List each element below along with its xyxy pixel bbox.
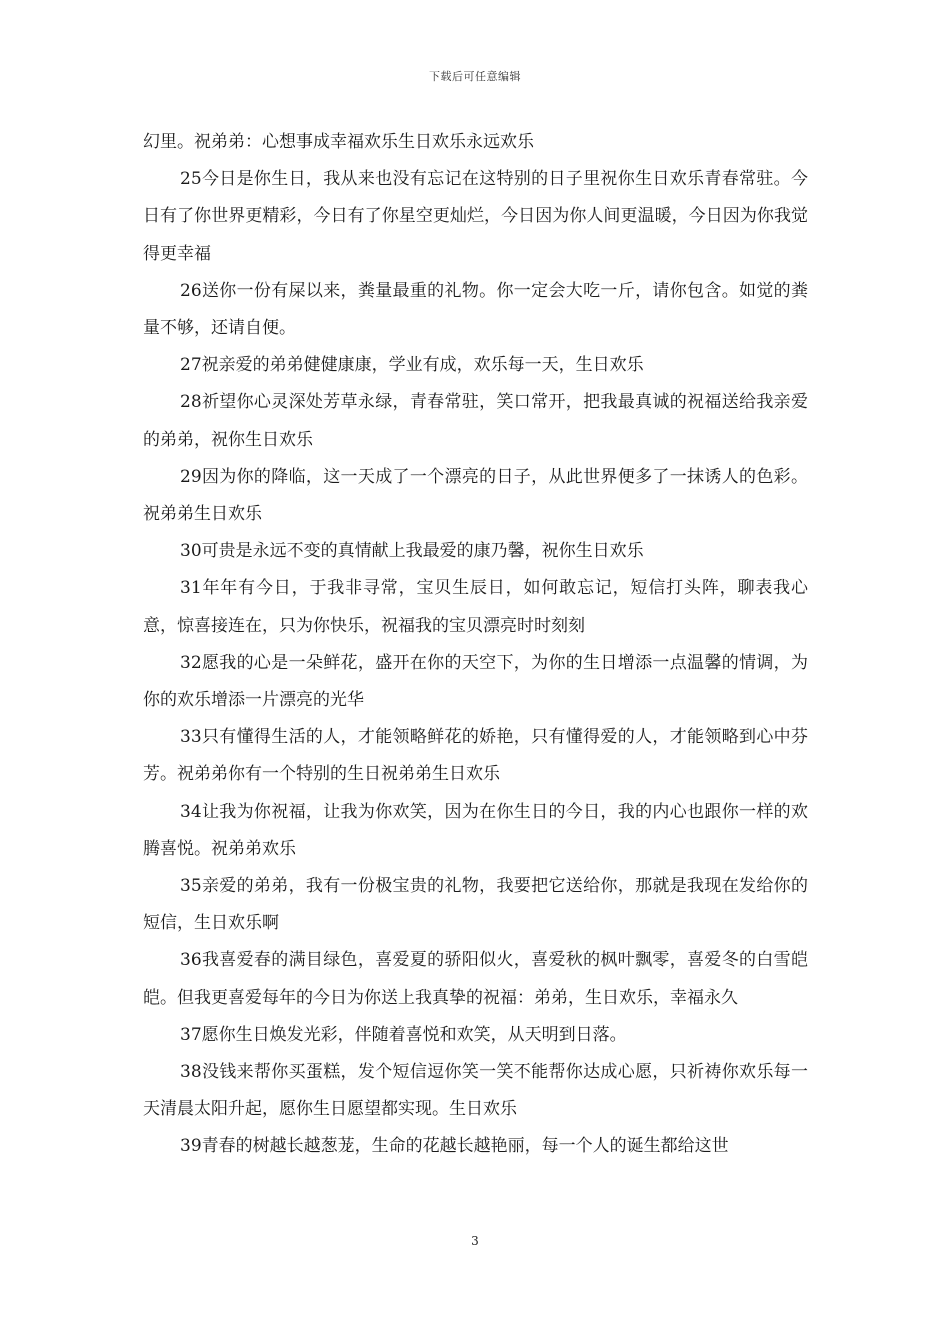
paragraph: 39青春的树越长越葱茏，生命的花越长越艳丽，每一个人的诞生都给这世: [180, 1136, 729, 1157]
paragraph: 38没钱来帮你买蛋糕，发个短信逗你笑一笑不能帮你达成心愿，只祈祷你欢乐每一天清晨太阳升起，愿你生日愿望都实现。生日欢乐: [143, 1062, 808, 1120]
paragraph: 31年年有今日，于我非寻常，宝贝生辰日，如何敢忘记，短信打头阵，聊表我心意，惊喜接连在，只为你快乐，祝福我的宝贝漂亮时时刻刻: [143, 578, 808, 636]
paragraph: 幻里。祝弟弟：心想事成幸福欢乐生日欢乐永远欢乐: [143, 132, 534, 152]
paragraph: 28祈望你心灵深处芳草永绿，青春常驻，笑口常开，把我最真诚的祝福送给我亲爱的弟弟，祝你生日欢乐: [143, 392, 808, 450]
document-body: [143, 124, 808, 1166]
paragraph: 33只有懂得生活的人，才能领略鲜花的娇艳，只有懂得爱的人，才能领略到心中芬芳。祝弟弟你有一个特别的生日祝弟弟生日欢乐: [143, 727, 808, 785]
page-number: 3: [471, 1234, 479, 1248]
paragraph: 26送你一份有屎以来，粪量最重的礼物。你一定会大吃一斤，请你包含。如觉的粪量不够，还请自便。: [143, 280, 808, 339]
page-header: 下载后可任意编辑: [429, 70, 521, 83]
paragraph: 34让我为你祝福，让我为你欢笑，因为在你生日的今日，我的内心也跟你一样的欢腾喜悦。祝弟弟欢乐: [143, 801, 808, 859]
paragraph: 25今日是你生日，我从来也没有忘记在这特别的日子里祝你生日欢乐青春常驻。今日有了你世界更精彩，今日有了你星空更灿烂，今日因为你人间更温暖，今日因为你我觉得更幸福: [143, 169, 808, 264]
paragraph: 37愿你生日焕发光彩，伴随着喜悦和欢笑，从天明到日落。: [180, 1024, 627, 1045]
paragraph: 29因为你的降临，这一天成了一个漂亮的日子，从此世界便多了一抹诱人的色彩。祝弟弟生日欢乐: [143, 466, 808, 525]
paragraph: 30可贵是永远不变的真情献上我最爱的康乃馨，祝你生日欢乐: [180, 541, 644, 562]
paragraph: 36我喜爱春的满目绿色，喜爱夏的骄阳似火，喜爱秋的枫叶飘零，喜爱冬的白雪皑皑。但我更喜爱每年的今日为你送上我真挚的祝福：弟弟，生日欢乐，幸福永久: [143, 950, 808, 1008]
paragraph: 27祝亲爱的弟弟健健康康，学业有成，欢乐每一天，生日欢乐: [180, 355, 644, 376]
paragraph: 35亲爱的弟弟，我有一份极宝贵的礼物，我要把它送给你，那就是我现在发给你的短信，生日欢乐啊: [143, 876, 808, 934]
paragraph: 32愿我的心是一朵鲜花，盛开在你的天空下，为你的生日增添一点温馨的情调，为你的欢乐增添一片漂亮的光华: [143, 652, 808, 711]
